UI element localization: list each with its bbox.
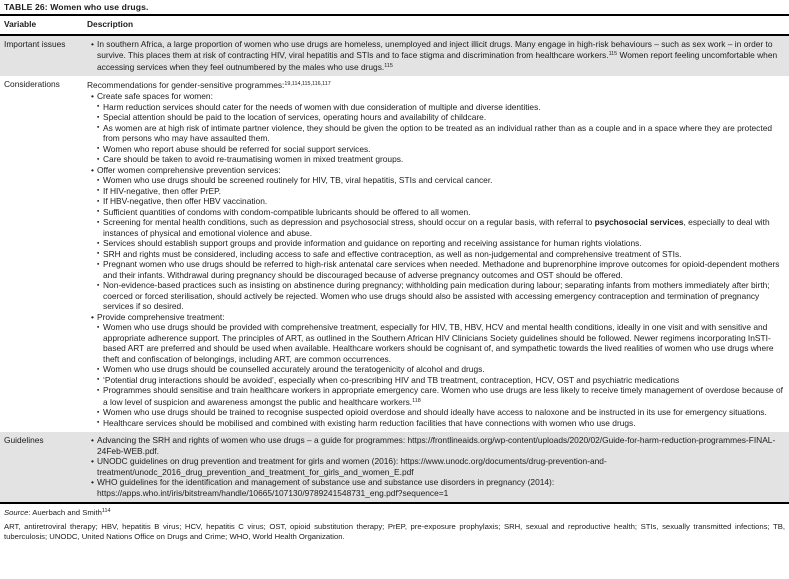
bullet-item [87,154,783,165]
text-segment: WHO guidelines for the identification and management of substance use and substance use disorders in pregnancy (2014): https://apps.who.int/iris/bitstream/handle/10665/107130/9789241548731_eng.pdf?sequence=1 [97,477,555,498]
table-body [0,36,789,503]
variable-cell: Considerations [4,79,60,90]
text-segment: Offer women comprehensive prevention services: [97,164,281,175]
bullet-icon: ▪ [97,281,100,289]
table-row [0,36,789,77]
bullet-item [87,102,783,113]
bullet-icon: • [91,435,94,446]
text-segment: Non-evidence-based practices such as insisting on abstinence during pregnancy; withholding pain medication during labour; separating infants from mothers immediately after birth; coerced or forced sterilisation, should actively be rejected. Women who use drugs should also be assisted with accessing emergency contraception and termination of pregnancy services if so desired. [103,280,770,312]
table-header-row [0,16,789,34]
text-segment: Women who use drugs should be provided with comprehensive treatment, especially for HIV, TB, HBV, HCV and mental health conditions, ideally in one visit and with sensitive and appropriate adherence support. The principles of ART, as outlined in the Southern African HIV Clinicians Society guidelines should be followed. Newer regimens incorporating InSTI-based ART are preferred and should be used when available. Healthcare workers should be cognisant of, and sympathetic towards the lived realities of women who use drugs where theft and confiscation of belongings, including ART, are common occurrences. [103,322,774,364]
bullet-item [87,312,783,323]
bullet-item [87,364,783,375]
bullet-icon: ▪ [97,376,100,384]
bullet-item [87,186,783,197]
variable-cell: Important issues [4,38,66,49]
bullet-icon: • [91,311,94,322]
footnote-reference: 19,114,115,116,117 [284,81,331,88]
bullet-icon: ▪ [97,187,100,195]
bullet-icon: • [91,477,94,488]
bullet-icon: ▪ [97,208,100,216]
bullet-item [87,112,783,123]
text-segment: Women who use drugs should be screened routinely for HIV, TB, viral hepatitis, STIs and cervical cancer. [103,175,493,186]
description-cell [87,432,789,502]
column-header-description: Description [87,19,134,29]
text-segment: Special attention should be paid to the location of services, operating hours and availability of childcare. [103,112,487,123]
text-segment: UNODC guidelines on drug prevention and treatment for girls and women (2016): https://www.unodc.org/documents/drug-prevention-and-treatment/unodc_2016_drug_prevention_and_treatment_for_girls_and_women_E.pdf [97,456,607,477]
table-row [0,76,789,432]
text-segment: If HBV-negative, then offer HBV vaccination. [103,196,268,207]
text-segment: Create safe spaces for women: [97,91,213,102]
bullet-icon: ▪ [97,176,100,184]
text-segment: In southern Africa, a large proportion of women who use drugs are homeless, unemployed and inject illicit drugs. Many engage in high-risk behaviours – such as sex work – in order to survive. This places them at risk of contracting HIV, viral hepatitis and STIs and to face stigma and discrimination from healthcare workers. [97,38,773,61]
bullet-icon: ▪ [97,155,100,163]
bullet-icon: • [91,91,94,102]
text-segment: Sufficient quantities of condoms with condom-compatible lubricants should be offered to all women. [103,206,471,217]
bullet-icon: • [91,456,94,467]
source-text: : Auerbach and Smith [28,508,102,518]
bullet-item [87,407,783,418]
footnote-reference: 115 [608,51,618,57]
bullet-icon: ▪ [97,408,100,416]
bullet-item [87,259,783,280]
bullet-icon: ▪ [97,323,100,331]
bullet-item [87,249,783,260]
text-segment: Recommendations for gender-sensitive programmes: [87,80,285,91]
footnote-reference: 114 [101,508,111,515]
bullet-item [87,165,783,176]
text-segment: Women report feeling uncomfortable when accessing services when they feel outnumbered by the males who use drugs. [97,50,778,72]
bullet-icon: • [91,164,94,175]
source-label: Source [4,508,29,518]
bullet-item [87,39,783,73]
footnote-reference: 118 [412,397,421,404]
bullet-icon: ▪ [97,239,100,247]
text-segment: Services should establish support groups and provide information and guidance on reporting and receiving assistance for human rights violations. [103,238,642,249]
intro-text [87,79,783,91]
bullet-icon: ▪ [97,365,100,373]
bullet-icon: ▪ [97,250,100,258]
text-segment: Women who report abuse should be referred for social support services. [103,143,371,154]
bullet-icon: ▪ [97,124,100,132]
bullet-item [87,207,783,218]
bullet-icon: ▪ [97,218,100,226]
variable-cell: Guidelines [4,435,44,446]
column-header-variable: Variable [4,19,37,29]
bullet-item [87,456,783,477]
text-segment: SRH and rights must be considered, including access to safe and effective contraception, as well as non-judgemental and comprehensive treatment of STIs. [103,248,682,259]
bullet-item [87,418,783,429]
text-segment: Pregnant women who use drugs should be referred to high-risk antenatal care services when needed. Methadone and buprenorphine improve outcomes for opioid-dependent mothers and their infants. Withdrawal during pregnancy should be discouraged because of adverse pregnancy outcomes and OST should be offered. [103,259,780,280]
bullet-item [87,280,783,312]
text-segment: ‘Potential drug interactions should be avoided’, especially when co-prescribing HIV and TB treatment, contraception, HCV, OST and psychiatric medications [103,374,680,385]
text-segment: Healthcare services should be mobilised and combined with existing harm reduction facilities that have connections with women who use drugs. [103,417,636,428]
text-segment: Provide comprehensive treatment: [97,311,225,322]
text-segment: Programmes should sensitise and train healthcare workers in appropriate emergency care. Women who use drugs are less likely to receive timely management of overdose because of a low level of suspicion and awareness amongst the public and healthcare workers. [103,385,783,407]
bullet-item [87,477,783,498]
bullet-item [87,238,783,249]
text-segment: Advancing the SRH and rights of women who use drugs – a guide for programmes: https://frontlineaids.org/wp-content/uploads/2020/02/Guide-for-harm-reduction-programmes-FINAL-24Feb-WEB.pdf. [97,435,776,456]
description-cell [87,76,789,432]
text-segment: Harm reduction services should cater for the needs of women with due consideration of multiple and diverse identities. [103,101,541,112]
bullet-item [87,196,783,207]
text-segment: Women who use drugs should be counselled accurately around the teratogenicity of alcohol and drugs. [103,364,485,375]
bullet-item [87,91,783,102]
bold-text: psychosocial services [594,217,684,228]
bullet-item [87,385,783,407]
bullet-icon: • [91,38,94,49]
bullet-icon: ▪ [97,103,100,111]
text-segment: Screening for mental health conditions, such as depression and psychosocial stress, should occur on a regular basis, with referral to [103,217,595,228]
bullet-item [87,144,783,155]
text-segment: Care should be taken to avoid re-traumatising women in mixed treatment groups. [103,154,404,165]
description-cell [87,36,789,77]
bullet-icon: ▪ [97,419,100,427]
text-segment: If HIV-negative, then offer PrEP. [103,185,221,196]
bullet-item [87,375,783,386]
bullet-icon: ▪ [97,113,100,121]
text-segment: , especially to deal with instances of physical and emotional violence and abuse. [103,217,770,238]
bullet-item [87,123,783,144]
bullet-item [87,217,783,238]
table-title: TABLE 26: Women who use drugs. [4,2,149,12]
text-segment: As women are at high risk of intimate partner violence, they should be given the option to be treated as an individual rather than as a couple and in a space where they are protected from persons who may have assaulted them. [103,122,773,144]
bullet-icon: ▪ [97,386,100,394]
abbreviations-note: ART, antiretroviral therapy; HBV, hepatitis B virus; HCV, hepatitis C virus; OST, opioid substitution therapy; PrEP, pre-exposure prophylaxis; SRH, sexual and reproductive health; STIs, sexually transmitted infections; TB, tuberculosis; UNODC, United Nations Office on Drugs and Crime; WHO, World Health Organization. [4,522,785,542]
bullet-icon: ▪ [97,145,100,153]
bullet-icon: ▪ [97,260,100,268]
table-row [0,432,789,502]
bullet-item [87,322,783,364]
footnote-reference: 115 [384,62,393,69]
bullet-item [87,175,783,186]
bullet-icon: ▪ [97,197,100,205]
bullet-item [87,435,783,456]
source-note [0,504,789,518]
text-segment: Women who use drugs should be trained to recognise suspected opioid overdose and should ideally have access to naloxone and be instructed in its use for emergency situations. [103,407,767,418]
